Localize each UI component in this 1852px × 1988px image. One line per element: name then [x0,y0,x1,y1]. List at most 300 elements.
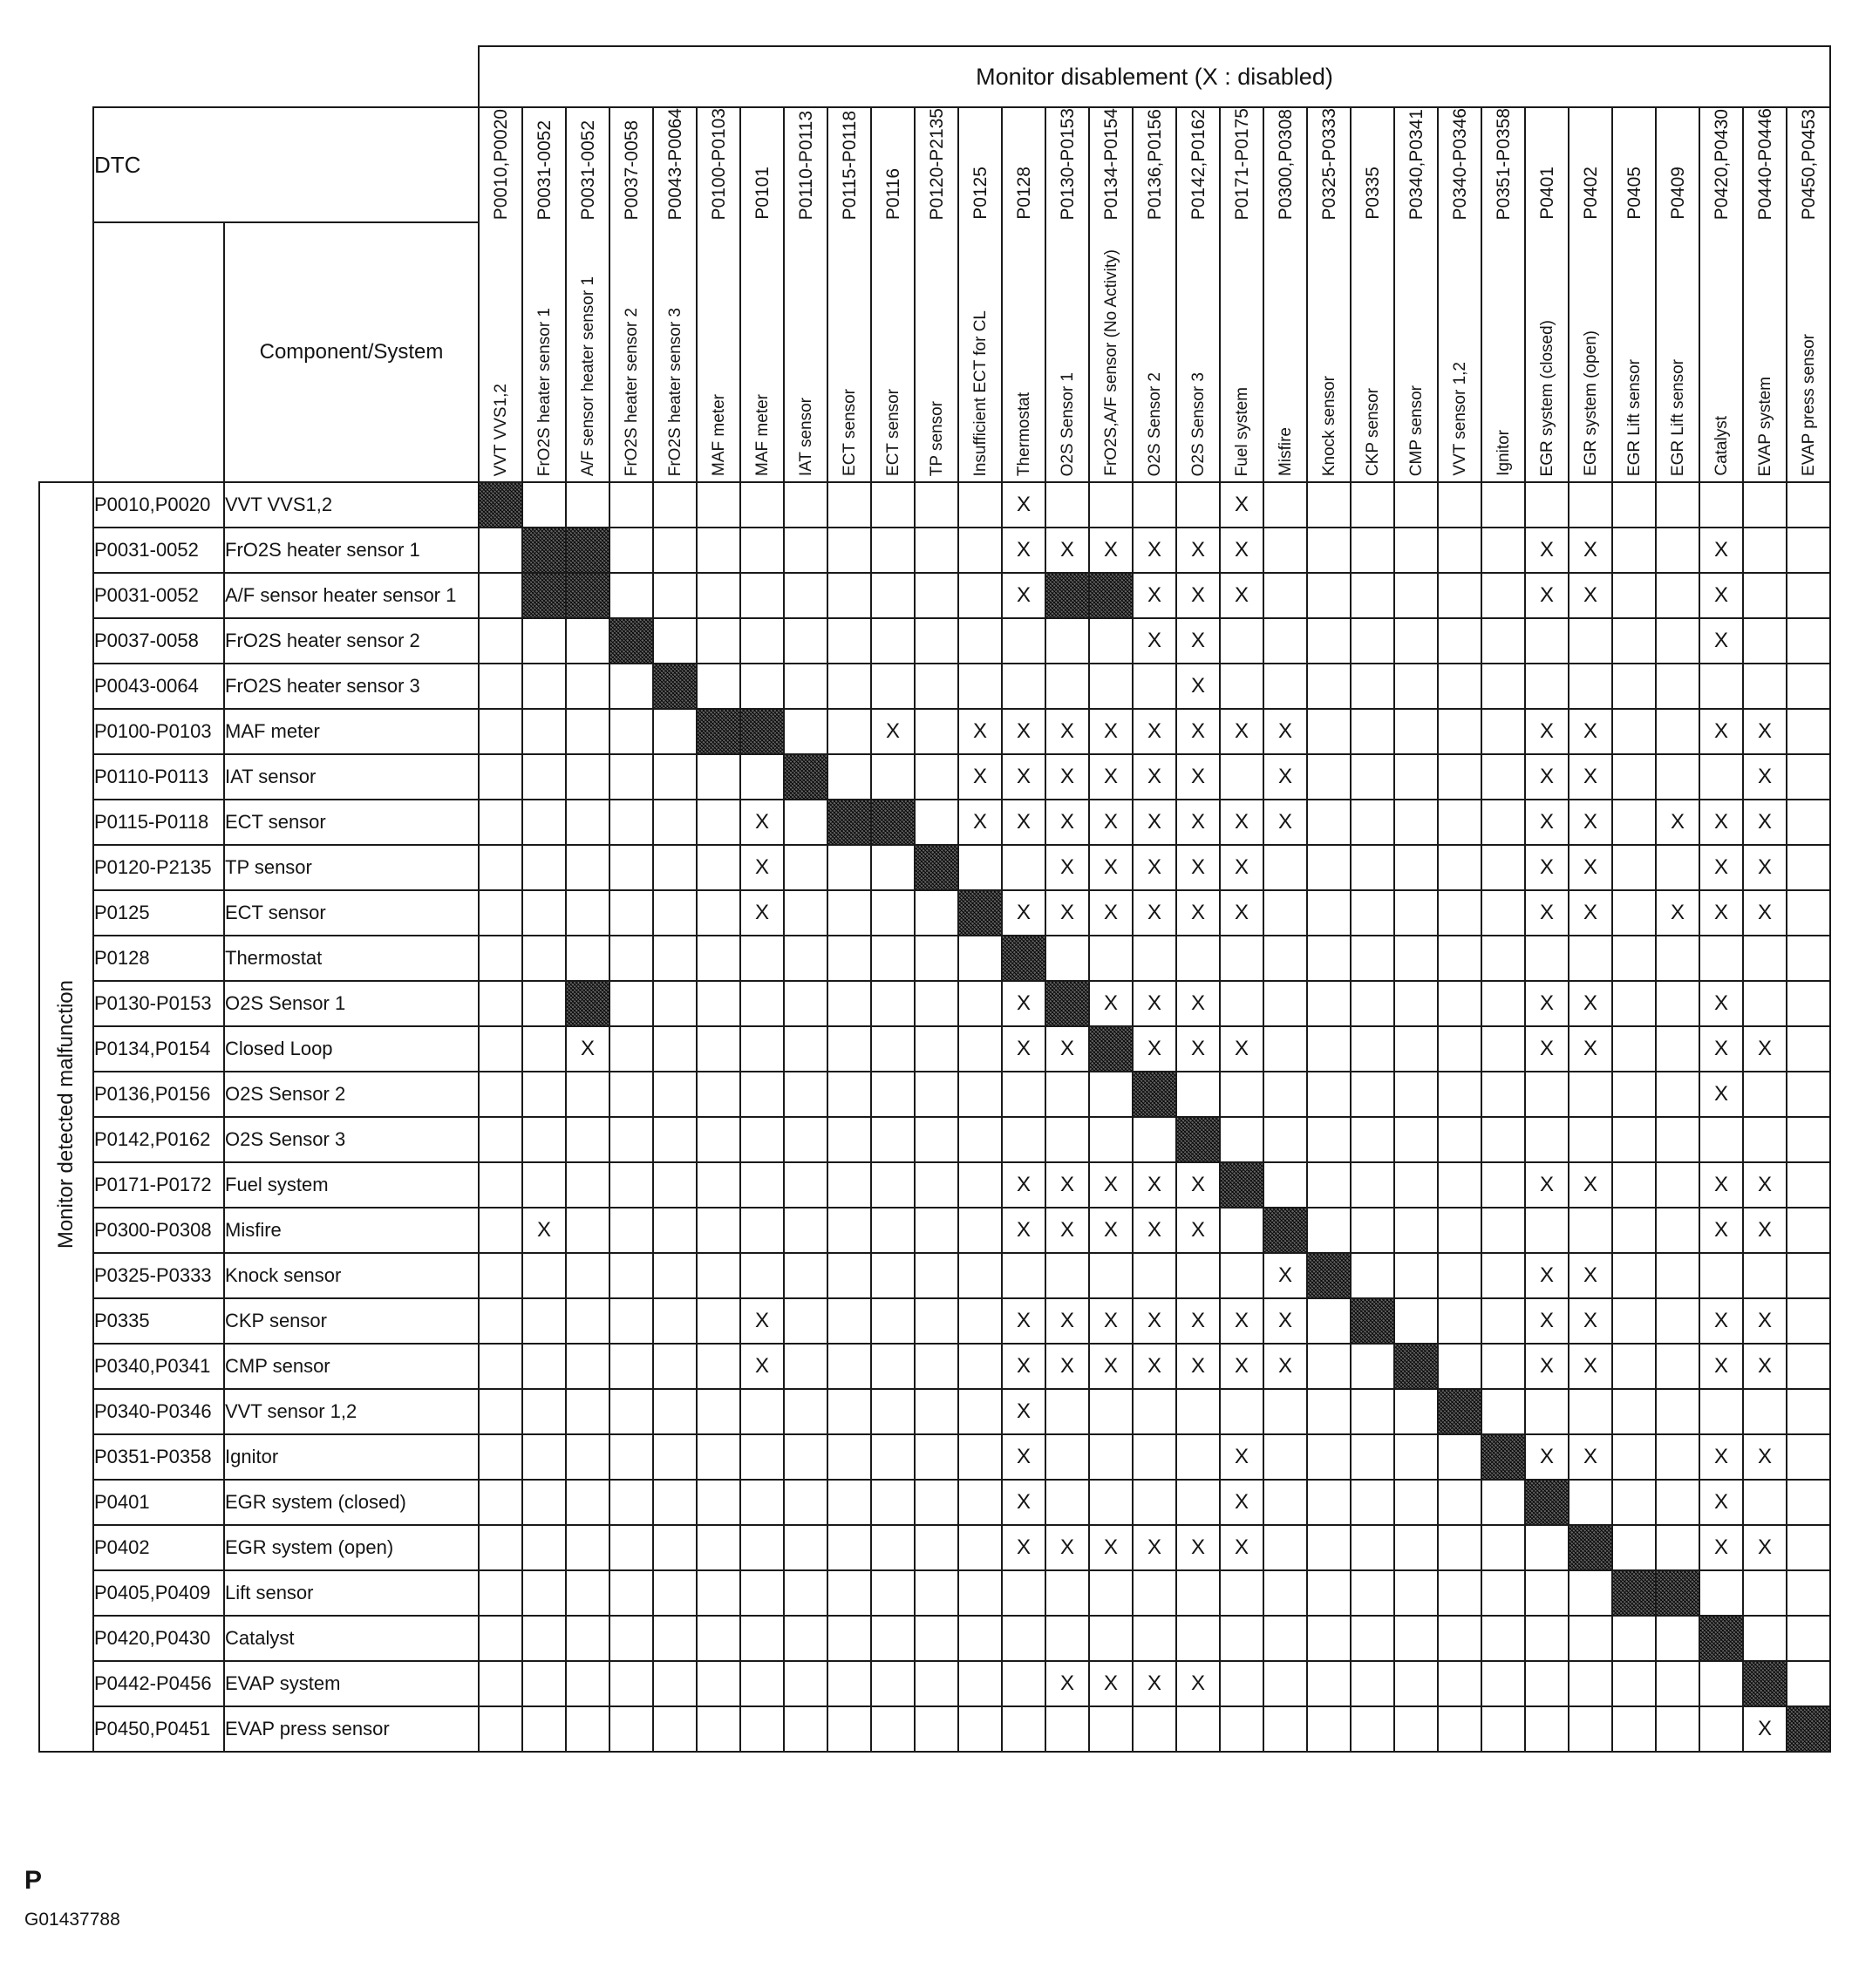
empty-cell [697,1344,740,1389]
empty-cell [1787,1434,1830,1480]
empty-cell [784,1480,827,1525]
empty-cell [522,981,566,1026]
empty-cell [1481,1162,1525,1208]
empty-cell [958,1208,1002,1253]
empty-cell [1743,664,1787,709]
row-component-name: MAF meter [224,709,479,754]
row-component-name: EVAP press sensor [224,1706,479,1752]
empty-cell [1569,1480,1612,1525]
disabled-mark-cell: X [1133,1208,1176,1253]
empty-cell [1351,1525,1394,1570]
disabled-mark-cell: X [1089,754,1133,800]
column-header [1525,107,1569,482]
empty-cell [1743,1072,1787,1117]
empty-cell [1481,482,1525,528]
row-dtc-code: P0010,P0020 [93,482,224,528]
empty-cell [697,845,740,890]
self-monitor-cell [1263,1208,1307,1253]
empty-cell [915,1344,958,1389]
disabled-mark-cell: X [1525,800,1569,845]
disabled-mark-cell: X [1525,709,1569,754]
empty-cell [915,1706,958,1752]
empty-cell [1351,709,1394,754]
row-component-name: Misfire [224,1208,479,1253]
empty-cell [958,1706,1002,1752]
empty-cell [1612,1072,1656,1117]
disabled-mark-cell: X [522,1208,566,1253]
empty-cell [958,664,1002,709]
empty-cell [915,1072,958,1117]
empty-cell [1220,754,1263,800]
row-dtc-code: P0136,P0156 [93,1072,224,1117]
empty-cell [1045,1117,1089,1162]
empty-cell [1220,1072,1263,1117]
empty-cell [566,1616,609,1661]
empty-cell [1481,1661,1525,1706]
empty-cell [653,1298,697,1344]
dtc-header-label: DTC [93,107,479,222]
empty-cell [609,1162,653,1208]
column-header [1133,107,1176,482]
row-dtc-code: P0110-P0113 [93,754,224,800]
empty-cell [1089,664,1133,709]
empty-cell [1743,573,1787,618]
empty-cell [1351,1117,1394,1162]
empty-cell [1089,1389,1133,1434]
empty-cell [1394,1253,1438,1298]
disabled-mark-cell: X [1743,845,1787,890]
empty-cell [915,936,958,981]
empty-cell [827,1434,871,1480]
column-dtc-code: P0405 [1624,167,1644,220]
empty-cell [958,1026,1002,1072]
column-component-name: O2S Sensor 2 [1145,371,1164,476]
row-component-name: Fuel system [224,1162,479,1208]
empty-cell [1045,936,1089,981]
empty-cell [566,1661,609,1706]
empty-cell [1612,800,1656,845]
empty-cell [522,1706,566,1752]
column-component-name: O2S Sensor 3 [1188,371,1208,476]
empty-cell [653,618,697,664]
empty-cell [653,1389,697,1434]
disabled-mark-cell: X [1133,1162,1176,1208]
disabled-mark-cell: X [1089,709,1133,754]
disabled-mark-cell: X [1176,1525,1220,1570]
column-component-name: VVT sensor 1,2 [1450,362,1469,476]
empty-cell [609,845,653,890]
empty-cell [653,1162,697,1208]
side-spacer [39,107,93,222]
empty-cell [566,754,609,800]
column-dtc-code: P0031-0052 [534,119,555,220]
empty-cell [1787,1253,1830,1298]
empty-cell [784,709,827,754]
self-monitor-cell [958,890,1002,936]
self-monitor-cell [1743,1661,1787,1706]
empty-cell [827,1480,871,1525]
self-monitor-cell [1699,1616,1743,1661]
empty-cell [1612,573,1656,618]
empty-cell [827,936,871,981]
empty-cell [609,1026,653,1072]
empty-cell [479,1570,522,1616]
table-row [39,1389,1830,1434]
disabled-mark-cell: X [1089,528,1133,573]
empty-cell [1307,1298,1351,1344]
empty-cell [1525,1389,1569,1434]
row-component-name: Closed Loop [224,1026,479,1072]
empty-cell [784,1389,827,1434]
empty-cell [566,482,609,528]
disabled-mark-cell: X [1743,800,1787,845]
empty-cell [697,1706,740,1752]
empty-cell [1045,1253,1089,1298]
empty-cell [958,618,1002,664]
empty-cell [1438,1480,1481,1525]
empty-cell [479,1162,522,1208]
column-component-name: O2S Sensor 1 [1058,371,1077,476]
empty-cell [653,936,697,981]
empty-cell [827,1344,871,1389]
self-monitor-cell [1220,1162,1263,1208]
empty-cell [1351,1208,1394,1253]
disabled-mark-cell: X [1699,1344,1743,1389]
empty-cell [827,1208,871,1253]
empty-cell [871,1616,915,1661]
empty-cell [522,800,566,845]
empty-cell [1307,936,1351,981]
empty-cell [1263,936,1307,981]
disabled-mark-cell: X [1220,1298,1263,1344]
empty-cell [784,800,827,845]
empty-cell [740,1570,784,1616]
empty-cell [1569,1117,1612,1162]
empty-cell [871,1480,915,1525]
empty-cell [1525,1661,1569,1706]
row-component-name: A/F sensor heater sensor 1 [224,573,479,618]
empty-cell [653,1253,697,1298]
disabled-mark-cell: X [1220,528,1263,573]
empty-cell [1743,1253,1787,1298]
empty-cell [740,1480,784,1525]
empty-cell [784,1525,827,1570]
empty-cell [609,981,653,1026]
empty-cell [1133,1117,1176,1162]
self-monitor-cell [1394,1344,1438,1389]
empty-cell [827,1661,871,1706]
empty-cell [479,1525,522,1570]
empty-cell [1307,845,1351,890]
empty-cell [1481,936,1525,981]
empty-cell [1438,845,1481,890]
disabled-mark-cell: X [1002,528,1045,573]
empty-cell [1481,1525,1525,1570]
table-row [39,1344,1830,1389]
empty-cell [1307,1661,1351,1706]
empty-cell [1569,1072,1612,1117]
empty-cell [915,1117,958,1162]
empty-cell [1394,573,1438,618]
empty-cell [479,1253,522,1298]
empty-cell [871,664,915,709]
empty-cell [1045,1072,1089,1117]
empty-cell [1699,1117,1743,1162]
table-row [39,1162,1830,1208]
empty-cell [1656,1344,1699,1389]
empty-cell [1002,1616,1045,1661]
empty-cell [1743,981,1787,1026]
disabled-mark-cell: X [1133,1525,1176,1570]
empty-cell [1220,618,1263,664]
row-component-name: FrO2S heater sensor 3 [224,664,479,709]
empty-cell [609,936,653,981]
disabled-mark-cell: X [1263,1298,1307,1344]
row-dtc-code: P0402 [93,1525,224,1570]
column-component-name: Knock sensor [1319,375,1338,476]
empty-cell [915,709,958,754]
disabled-mark-cell: X [1045,890,1089,936]
empty-cell [1263,1026,1307,1072]
empty-cell [1438,1298,1481,1344]
self-monitor-cell [1089,1026,1133,1072]
empty-cell [1525,1616,1569,1661]
column-dtc-code: P0037-0058 [621,119,642,220]
empty-cell [1699,482,1743,528]
empty-cell [566,1298,609,1344]
column-dtc-code: P0335 [1362,167,1383,220]
empty-cell [522,1026,566,1072]
empty-cell [740,1389,784,1434]
disabled-mark-cell: X [958,709,1002,754]
empty-cell [740,482,784,528]
empty-cell [522,1253,566,1298]
empty-cell [1307,890,1351,936]
empty-cell [609,1117,653,1162]
empty-cell [479,890,522,936]
empty-cell [609,1344,653,1389]
row-component-name: Knock sensor [224,1253,479,1298]
empty-cell [1569,1570,1612,1616]
empty-cell [1176,936,1220,981]
empty-cell [609,1253,653,1298]
empty-cell [479,1298,522,1344]
disabled-mark-cell: X [1002,754,1045,800]
empty-cell [1263,528,1307,573]
column-dtc-code: P0340-P0346 [1449,107,1470,220]
empty-cell [915,1570,958,1616]
table-row [39,1253,1830,1298]
empty-cell [1394,618,1438,664]
empty-cell [958,482,1002,528]
empty-cell [1263,1525,1307,1570]
column-dtc-code: P0340,P0341 [1406,108,1426,220]
empty-cell [1656,528,1699,573]
disabled-mark-cell: X [1525,754,1569,800]
monitor-disablement-table [38,45,1831,1753]
empty-cell [1394,1434,1438,1480]
table-row [39,1525,1830,1570]
self-monitor-cell [1569,1525,1612,1570]
row-component-name: Ignitor [224,1434,479,1480]
empty-cell [566,936,609,981]
row-dtc-code: P0405,P0409 [93,1570,224,1616]
row-dtc-code: P0300-P0308 [93,1208,224,1253]
empty-cell [1394,1616,1438,1661]
empty-cell [871,573,915,618]
disabled-mark-cell: X [1133,845,1176,890]
empty-cell [479,1072,522,1117]
empty-cell [871,1389,915,1434]
empty-cell [1787,754,1830,800]
disabled-mark-cell: X [1002,1208,1045,1253]
empty-cell [827,890,871,936]
column-component-name: FrO2S heater sensor 2 [622,307,641,476]
disabled-mark-cell: X [1743,1434,1787,1480]
empty-cell [1263,1117,1307,1162]
empty-cell [697,1208,740,1253]
empty-cell [653,528,697,573]
empty-cell [1612,664,1656,709]
empty-cell [827,845,871,890]
empty-cell [1612,981,1656,1026]
matrix-title: Monitor disablement (X : disabled) [479,46,1830,107]
empty-cell [871,754,915,800]
empty-cell [1307,1117,1351,1162]
table-row [39,709,1830,754]
empty-cell [1481,1389,1525,1434]
column-dtc-code: P0134-P0154 [1100,107,1121,220]
disabled-mark-cell: X [1133,981,1176,1026]
empty-cell [958,1117,1002,1162]
empty-cell [1307,664,1351,709]
self-monitor-cell [1045,981,1089,1026]
row-dtc-code: P0043-0064 [93,664,224,709]
disabled-mark-cell: X [1525,1026,1569,1072]
disabled-mark-cell: X [1569,573,1612,618]
disabled-mark-cell: X [1699,709,1743,754]
table-row [39,528,1830,573]
empty-cell [871,618,915,664]
empty-cell [1133,1570,1176,1616]
empty-cell [1089,482,1133,528]
empty-cell [1569,1208,1612,1253]
empty-cell [566,1389,609,1434]
column-component-name: CMP sensor [1406,385,1426,476]
empty-cell [784,1661,827,1706]
column-component-name: FrO2S heater sensor 1 [534,307,554,476]
empty-cell [958,1434,1002,1480]
empty-cell [609,1389,653,1434]
empty-cell [958,1661,1002,1706]
empty-cell [784,1117,827,1162]
row-dtc-code: P0325-P0333 [93,1253,224,1298]
empty-cell [1438,573,1481,618]
empty-cell [1263,618,1307,664]
row-dtc-code: P0100-P0103 [93,709,224,754]
empty-cell [1089,1253,1133,1298]
disabled-mark-cell: X [1002,1026,1045,1072]
empty-cell [827,664,871,709]
row-component-name: VVT VVS1,2 [224,482,479,528]
disabled-mark-cell: X [1569,800,1612,845]
empty-cell [653,1344,697,1389]
self-monitor-cell [566,573,609,618]
empty-cell [1787,1162,1830,1208]
disabled-mark-cell: X [1743,1208,1787,1253]
disabled-mark-cell: X [1699,845,1743,890]
empty-cell [1394,482,1438,528]
empty-cell [871,1570,915,1616]
empty-cell [609,573,653,618]
empty-cell [1787,618,1830,664]
empty-cell [566,845,609,890]
empty-cell [784,890,827,936]
empty-cell [566,1162,609,1208]
empty-cell [653,1525,697,1570]
empty-cell [1307,1344,1351,1389]
disabled-mark-cell: X [1699,890,1743,936]
column-dtc-code: P0010,P0020 [490,108,511,220]
disabled-mark-cell: X [1525,890,1569,936]
table-row [39,890,1830,936]
empty-cell [697,1162,740,1208]
empty-cell [697,800,740,845]
column-dtc-code: P0409 [1667,167,1688,220]
empty-cell [827,1162,871,1208]
empty-cell [915,1253,958,1298]
empty-cell [1525,1570,1569,1616]
empty-cell [1045,1434,1089,1480]
empty-cell [784,1072,827,1117]
empty-cell [871,936,915,981]
empty-cell [1438,1344,1481,1389]
disabled-mark-cell: X [1569,709,1612,754]
empty-cell [1307,1616,1351,1661]
disabled-mark-cell: X [1569,1434,1612,1480]
disabled-mark-cell: X [1089,800,1133,845]
disabled-mark-cell: X [1699,573,1743,618]
empty-cell [1481,1208,1525,1253]
empty-cell [958,1298,1002,1344]
empty-cell [479,1389,522,1434]
empty-cell [784,573,827,618]
row-dtc-code: P0142,P0162 [93,1117,224,1162]
empty-cell [1133,1616,1176,1661]
table-row [39,800,1830,845]
empty-cell [697,890,740,936]
column-dtc-code: P0142,P0162 [1188,108,1209,220]
empty-cell [1045,482,1089,528]
empty-cell [1351,573,1394,618]
column-header [784,107,827,482]
empty-cell [1351,1434,1394,1480]
disabled-mark-cell: X [1089,1162,1133,1208]
empty-cell [1089,1480,1133,1525]
self-monitor-cell [1438,1389,1481,1434]
table-row [39,1706,1830,1752]
empty-cell [1263,1480,1307,1525]
column-header [1307,107,1351,482]
empty-cell [697,1298,740,1344]
empty-cell [522,664,566,709]
empty-cell [479,573,522,618]
empty-cell [1569,482,1612,528]
empty-cell [1263,890,1307,936]
column-dtc-code: P0128 [1013,167,1034,220]
empty-cell [479,845,522,890]
empty-cell [1656,1434,1699,1480]
